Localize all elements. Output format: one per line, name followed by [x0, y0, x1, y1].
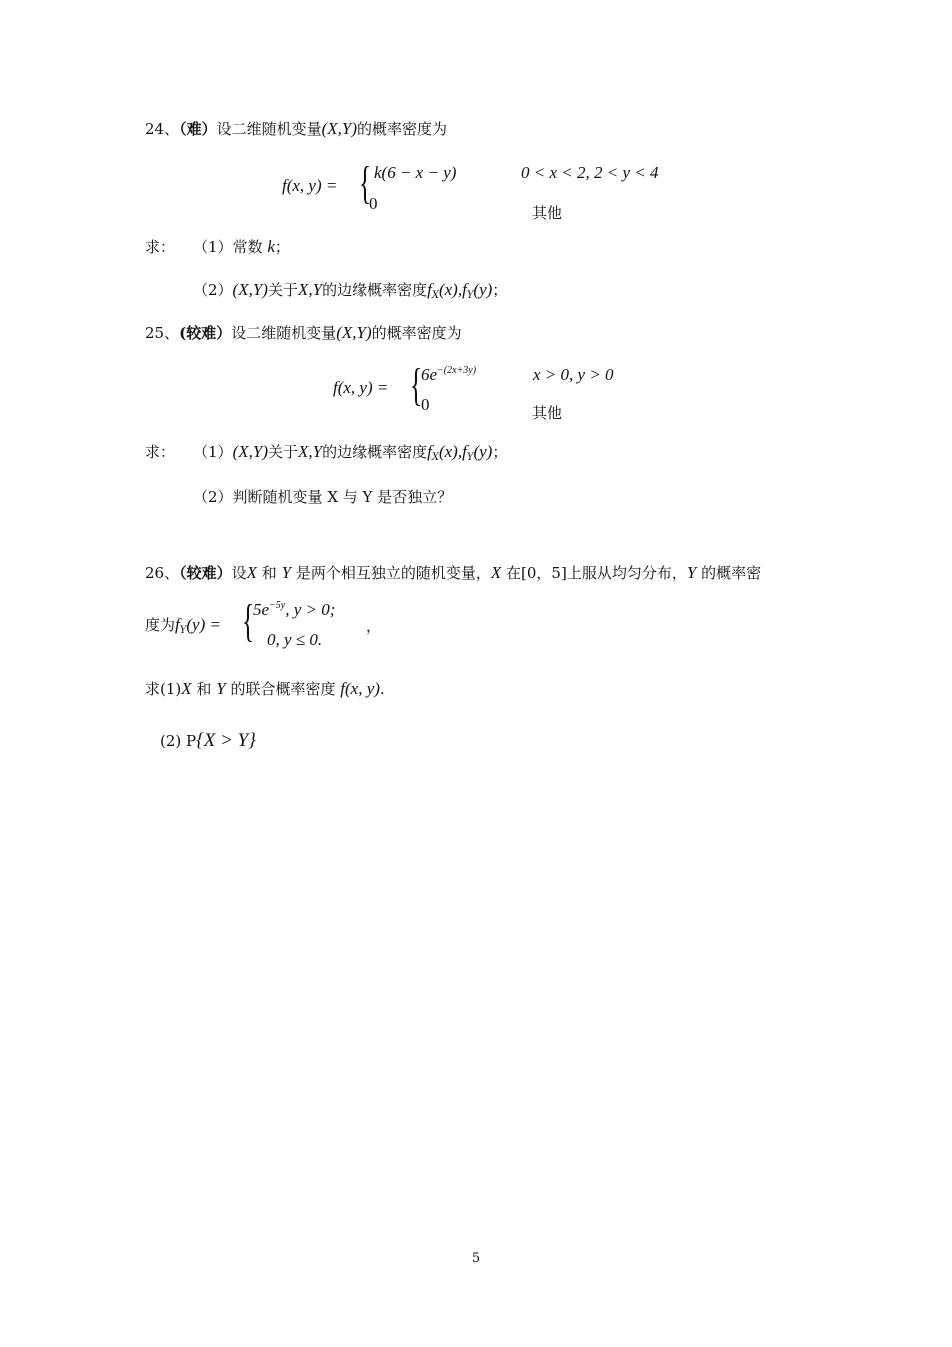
q24-intro: 设二维随机变量 [216, 120, 322, 138]
q24-part2: （2）(X,Y)关于X,Y的边缘概率密度$f_X(x),f_Y(y)$； [193, 280, 508, 301]
q24-brace: { [359, 157, 372, 208]
q24-f-lhs: f(x, y) = [282, 176, 338, 195]
q24-intro-tail: 的概率密度为 [357, 120, 448, 138]
q25-brace: { [410, 359, 423, 410]
q25-case1-expr: $6e^{-(2x+3y)}$ [421, 365, 477, 384]
q25-case1-cond: x > 0, y > 0 [533, 365, 614, 384]
q26-trailing-comma: ， [366, 617, 382, 635]
q24-case2-cond: 其他 [532, 204, 563, 222]
q24-case1-expr: k(6 − x − y) [374, 163, 457, 182]
q24-case2-expr: 0 [369, 194, 378, 213]
q26-part2: (2) P{X > Y} [160, 730, 256, 751]
q24-ask: 求： [145, 238, 176, 256]
q26-part1: 求(1)X 和 Y 的联合概率密度 f(x, y). [145, 679, 385, 698]
page-number: 5 [471, 1251, 481, 1266]
q26-case1: $5e^{-5y}$, y > 0; [253, 600, 336, 619]
q24-xy: (X,Y) [321, 119, 358, 138]
q24-heading [145, 118, 447, 139]
q26-brace: { [242, 595, 255, 646]
q25-f-lhs: f(x, y) = [333, 378, 389, 397]
q24-part1: 求： （1）常数 k； [145, 237, 290, 256]
q24-difficulty-tag: （难） [179, 120, 217, 138]
q25-difficulty-tag: (较难） [179, 324, 232, 342]
q25-case2-cond: 其他 [532, 404, 563, 422]
q25-part1: 求： （1）(X,Y)关于X,Y的边缘概率密度$f_X(x),f_Y(y)$； [145, 442, 508, 463]
q25-case2-expr: 0 [421, 395, 430, 414]
q24-number: 24、 [145, 120, 180, 138]
q26-case2: 0, y ≤ 0. [267, 630, 323, 649]
q26-heading: 26、（较难）设X 和 Y 是两个相互独立的随机变量，X 在[0，5]上服从均匀分布，Y 的概率密 [145, 563, 762, 582]
q24-case1-cond: 0 < x < 2, 2 < y < 4 [521, 163, 659, 182]
q26-density-lhs: 度为$f_Y(y)$ = [145, 615, 221, 636]
q25-heading: 25、(较难）设二维随机变量(X,Y)的概率密度为 [145, 323, 462, 342]
q25-part2: （2）判断随机变量 X 与 Y 是否独立？ [193, 488, 453, 506]
q25-number: 25、 [145, 324, 180, 342]
